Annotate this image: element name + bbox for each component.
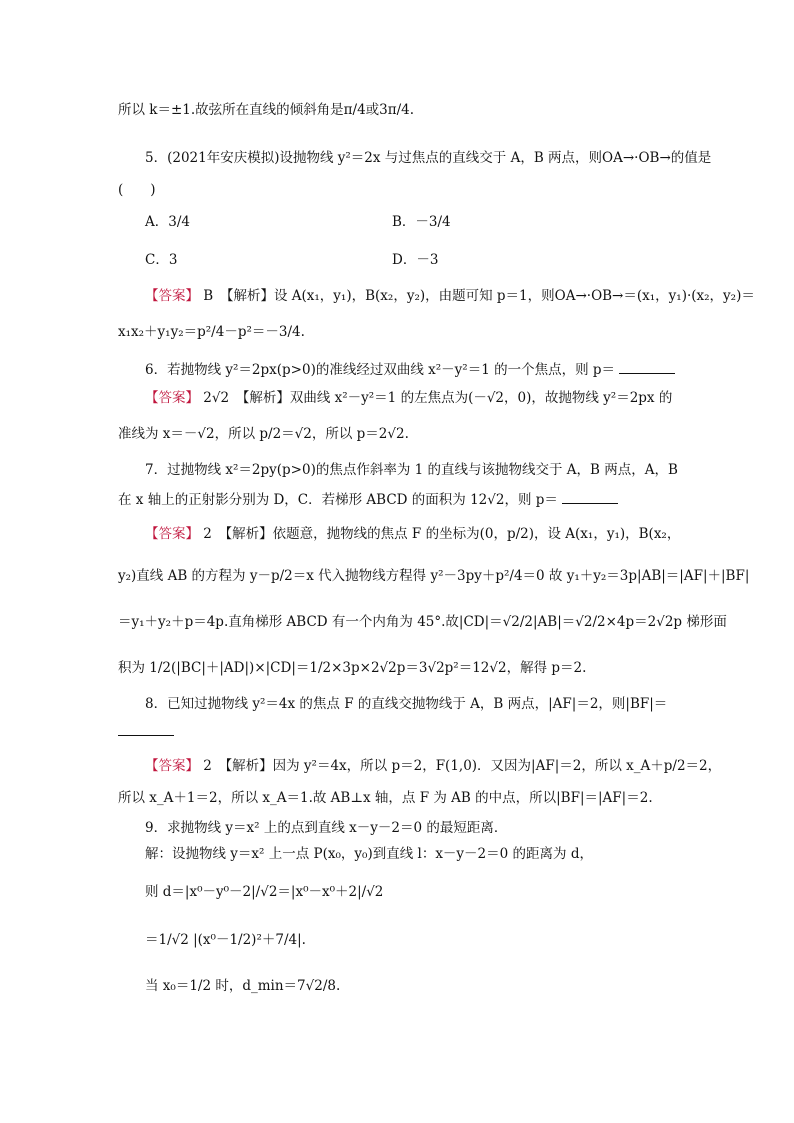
text-line: ＝y₁＋y₂＋p＝4p.直角梯形 ABCD 有一个内角为 45°.故|CD|＝√2/2|AB|＝√2/2×4p＝2√2p 梯形面 bbox=[118, 614, 727, 630]
text-line: 所以 x_A＋1＝2，所以 x_A＝1.故 AB⊥x 轴，点 F 为 AB 的中点，所以|BF|＝|AF|＝2. bbox=[118, 790, 653, 806]
question-5: 5．(2021年安庆模拟)设抛物线 y²＝2x 与过焦点的直线交于 A，B 两点，则OA→·OB→的值是 bbox=[145, 150, 712, 166]
answer-text: 2√2 【解析】双曲线 x²－y²＝1 的左焦点为(－√2，0)，故抛物线 y²＝2px 的 bbox=[203, 390, 673, 406]
option-c: C．3 bbox=[145, 252, 178, 268]
answer-tag: 【答案】 bbox=[145, 758, 199, 774]
solution-line: ＝1/√2 |(x⁰－1/2)²＋7/4|. bbox=[145, 932, 306, 948]
answer-bracket: ( ) bbox=[118, 182, 156, 198]
option-a: A．3/4 bbox=[145, 214, 190, 230]
answer-tag: 【答案】 bbox=[145, 288, 199, 304]
fill-blank bbox=[619, 361, 675, 374]
answer-text: 2 【解析】依题意，抛物线的焦点 F 的坐标为(0，p/2)，设 A(x₁，y₁)，B(x₂， bbox=[203, 526, 681, 542]
question-6: 6．若抛物线 y²＝2px(p>0)的准线经过双曲线 x²－y²＝1 的一个焦点，则 p＝ bbox=[145, 362, 616, 378]
answer-text: 2 【解析】因为 y²＝4x，所以 p＝2，F(1,0)．又因为|AF|＝2，所以 x_A＋p/2＝2， bbox=[203, 758, 722, 774]
question-7: 7．过抛物线 x²＝2py(p>0)的焦点作斜率为 1 的直线与该抛物线交于 A，B 两点，A，B bbox=[145, 462, 678, 478]
text-line: x₁x₂＋y₁y₂＝p²/4－p²＝－3/4. bbox=[118, 324, 305, 340]
solution-line: 当 x₀＝1/2 时，d_min＝7√2/8. bbox=[145, 978, 341, 994]
fill-blank bbox=[562, 491, 618, 504]
answer-tag: 【答案】 bbox=[145, 390, 199, 406]
text-line: y₂)直线 AB 的方程为 y－p/2＝x 代入抛物线方程得 y²－3py＋p²/4＝0 故 y₁＋y₂＝3p|AB|＝|AF|＋|BF| bbox=[118, 568, 750, 584]
solution-line: 则 d＝|x⁰－y⁰－2|/√2＝|x⁰－x⁰＋2|/√2 bbox=[145, 884, 384, 900]
question-8: 8．已知过抛物线 y²＝4x 的焦点 F 的直线交抛物线于 A，B 两点，|AF|＝2，则|BF|＝ bbox=[145, 696, 668, 712]
text-line: 准线为 x＝－√2，所以 p/2＝√2，所以 p＝2√2. bbox=[118, 426, 409, 442]
question-9: 9．求抛物线 y＝x² 上的点到直线 x－y－2＝0 的最短距离． bbox=[145, 820, 508, 836]
solution-line: 解：设抛物线 y＝x² 上一点 P(x₀，y₀)到直线 l：x－y－2＝0 的距离为 d， bbox=[145, 846, 593, 862]
text-line: 所以 k＝±1.故弦所在直线的倾斜角是π/4或3π/4. bbox=[118, 102, 415, 118]
answer-text: B 【解析】设 A(x₁，y₁)，B(x₂，y₂)，由题可知 p＝1，则OA→·OB→＝(x₁，y₁)·(x₂，y₂)＝ bbox=[203, 288, 755, 304]
answer-tag: 【答案】 bbox=[145, 526, 199, 542]
question-7-cont: 在 x 轴上的正射影分别为 D，C．若梯形 ABCD 的面积为 12√2，则 p＝ bbox=[118, 492, 558, 508]
fill-blank bbox=[118, 723, 174, 736]
option-d: D．－3 bbox=[392, 252, 439, 268]
option-b: B．－3/4 bbox=[392, 214, 451, 230]
text-line: 积为 1/2(|BC|＋|AD|)×|CD|＝1/2×3p×2√2p＝3√2p²＝12√2，解得 p＝2. bbox=[118, 660, 587, 676]
